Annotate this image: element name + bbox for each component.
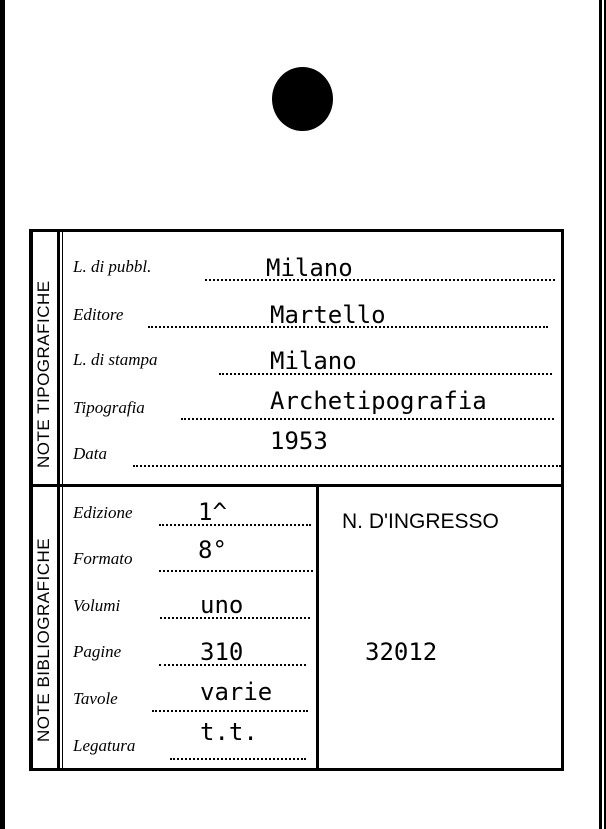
note-bibliografiche-title: NOTE BIBLIOGRAFICHE <box>34 537 53 742</box>
formato-line <box>159 570 313 572</box>
volumi-value: uno <box>200 591 244 619</box>
label-column-divider-thin <box>62 232 63 768</box>
card-right-edge <box>599 0 602 829</box>
edizione-value: 1^ <box>198 498 227 526</box>
tipografia-label: Tipografia <box>73 398 145 417</box>
note-tipografiche-title: NOTE TIPOGRAFICHE <box>34 280 53 468</box>
data-label: Data <box>73 444 107 463</box>
ingresso-column-divider <box>316 487 319 768</box>
legatura-value: t.t. <box>200 718 258 746</box>
tipografia-line <box>181 418 554 420</box>
luogo-stampa-label: L. di stampa <box>73 350 158 369</box>
punch-hole <box>272 67 333 131</box>
edizione-line <box>159 524 311 526</box>
formato-label: Formato <box>73 549 133 568</box>
tipografia-value: Archetipografia <box>270 387 487 415</box>
luogo-pubblicazione-line <box>205 279 555 281</box>
pagine-label: Pagine <box>73 642 122 661</box>
numero-ingresso-value: 32012 <box>365 638 438 666</box>
data-line <box>133 465 561 467</box>
numero-ingresso-label: N. D'INGRESSO <box>342 510 499 533</box>
editore-value: Martello <box>270 301 386 329</box>
editore-label: Editore <box>73 305 124 324</box>
section-divider <box>29 484 564 487</box>
luogo-pubblicazione-value: Milano <box>266 254 353 282</box>
formato-value: 8° <box>198 536 227 564</box>
luogo-pubblicazione-label: L. di pubbl. <box>73 257 152 276</box>
tavole-label: Tavole <box>73 689 118 708</box>
legatura-label: Legatura <box>73 736 136 755</box>
tavole-value: varie <box>200 678 273 706</box>
volumi-label: Volumi <box>73 596 121 615</box>
luogo-stampa-value: Milano <box>270 347 357 375</box>
label-column-divider <box>57 232 60 768</box>
pagine-value: 310 <box>200 638 244 666</box>
edizione-label: Edizione <box>73 503 133 522</box>
data-value: 1953 <box>270 427 328 455</box>
card-left-edge <box>0 0 5 829</box>
luogo-stampa-line <box>219 373 552 375</box>
tavole-line <box>152 710 308 712</box>
legatura-line <box>170 758 306 760</box>
